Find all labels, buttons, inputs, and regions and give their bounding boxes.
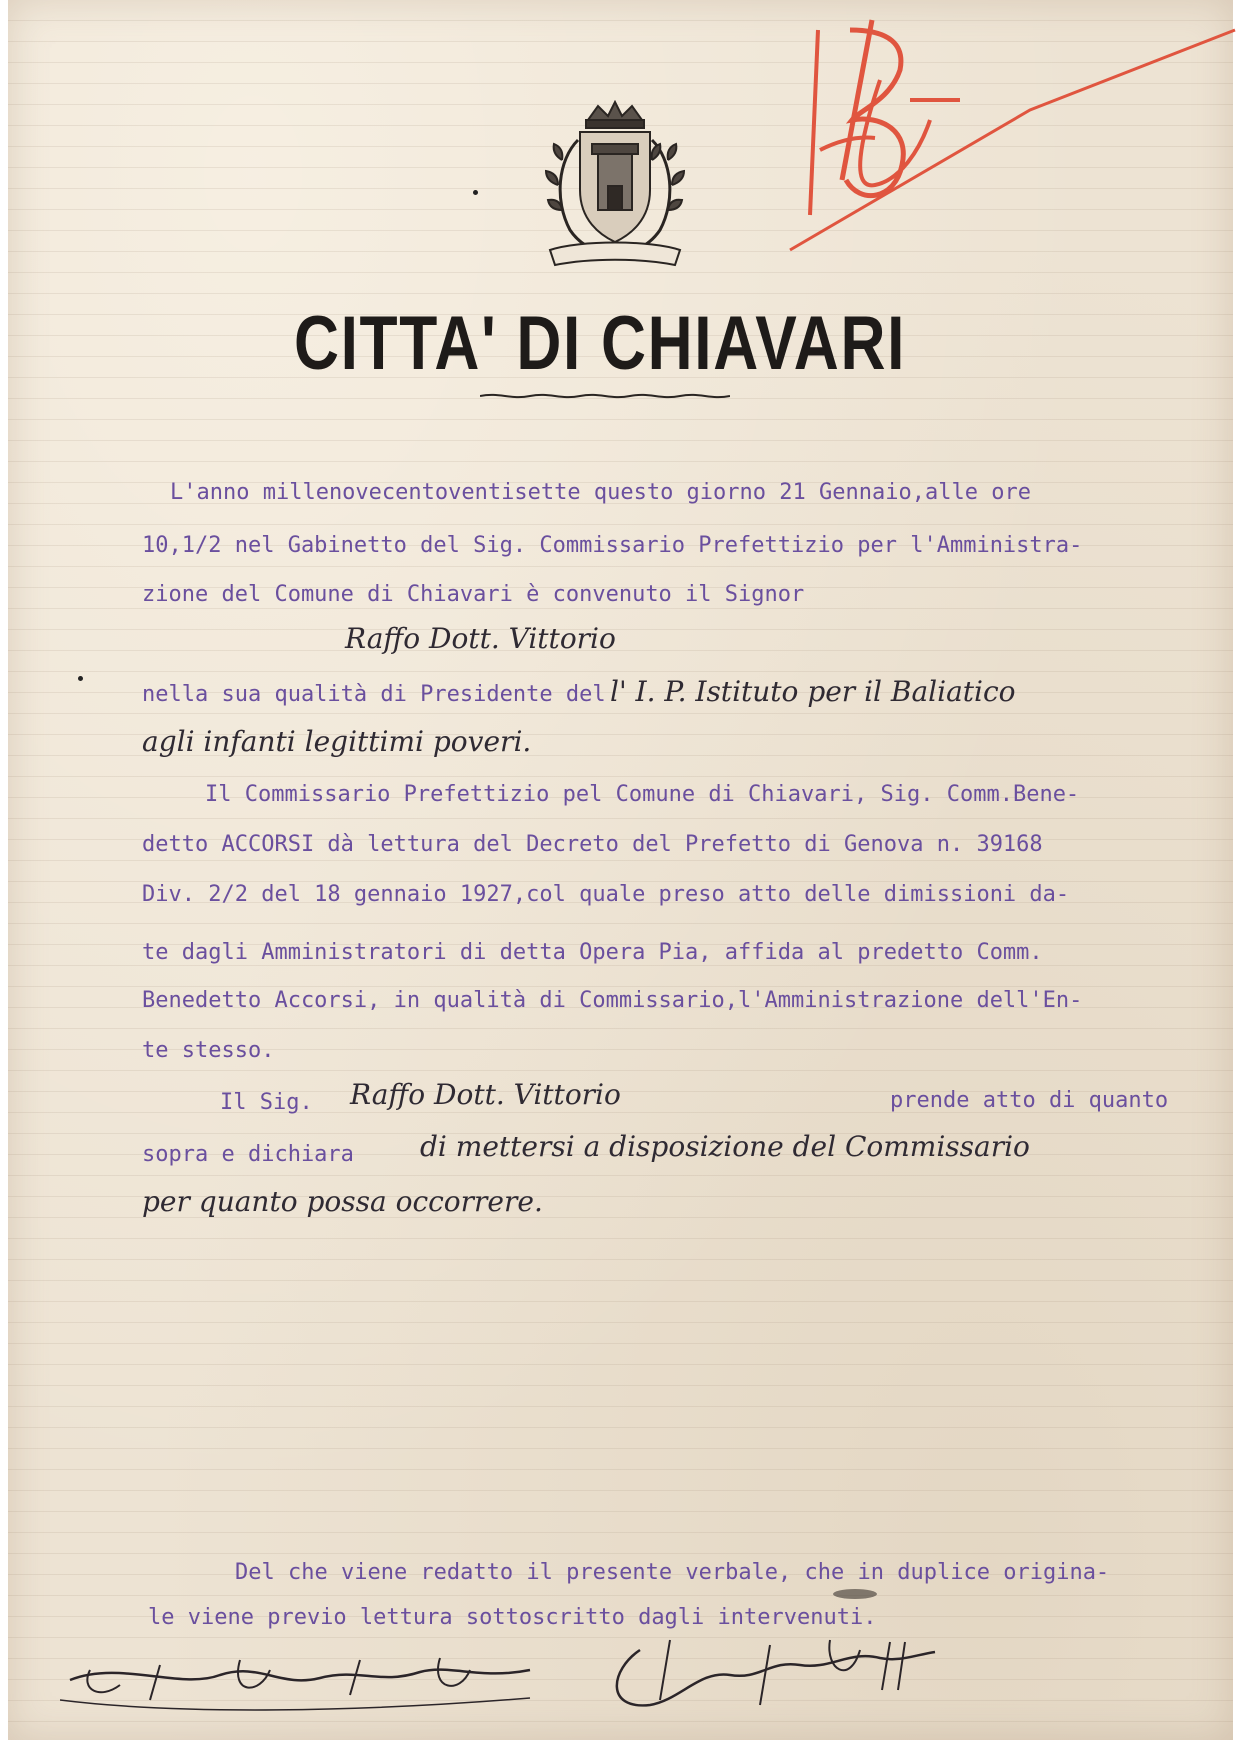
coat-of-arms-emblem: [540, 100, 690, 270]
handwritten-name: Raffo Dott. Vittorio: [350, 1078, 621, 1111]
red-pencil-mark: [780, 0, 1240, 260]
handwritten-role: agli infanti legittimi poveri.: [142, 725, 532, 758]
text-line: te dagli Amministratori di detta Opera Pia, affida al predetto Comm.: [142, 940, 1043, 965]
text-line: Del che viene redatto il presente verbale, che in duplice origina-: [235, 1560, 1110, 1585]
text-line: Il Commissario Prefettizio pel Comune di Chiavari, Sig. Comm.Bene-: [205, 782, 1080, 807]
ink-smudge: [825, 1585, 885, 1603]
ink-dot: [473, 190, 478, 195]
handwritten-declaration: per quanto possa occorrere.: [142, 1185, 543, 1218]
text-line: Benedetto Accorsi, in qualità di Commissario,l'Amministrazione dell'En-: [142, 988, 1083, 1013]
document-title: CITTA' DI CHIAVARI: [293, 301, 907, 386]
text-line: 10,1/2 nel Gabinetto del Sig. Commissario Prefettizio per l'Amministra-: [142, 533, 1083, 558]
handwritten-role: l' I. P. Istituto per il Baliatico: [610, 675, 1016, 708]
text-line: nella sua qualità di Presidente del: [142, 682, 606, 707]
text-line: sopra e dichiara: [142, 1142, 354, 1167]
text-line: prende atto di quanto: [890, 1088, 1169, 1113]
text-line: le viene previo lettura sottoscritto dagli intervenuti.: [148, 1605, 877, 1630]
ink-dot: [78, 676, 83, 681]
text-line: zione del Comune di Chiavari è convenuto il Signor: [142, 582, 805, 607]
text-line: Il Sig.: [220, 1090, 313, 1115]
signature-right: [600, 1630, 940, 1720]
handwritten-name: Raffo Dott. Vittorio: [345, 622, 616, 655]
signature-left: [60, 1640, 540, 1720]
title-underline: [480, 392, 730, 400]
text-line: te stesso.: [142, 1038, 275, 1063]
handwritten-declaration: di mettersi a disposizione del Commissario: [420, 1130, 1030, 1163]
text-line: detto ACCORSI dà lettura del Decreto del Prefetto di Genova n. 39168: [142, 832, 1043, 857]
text-line: Div. 2/2 del 18 gennaio 1927,col quale preso atto delle dimissioni da-: [142, 882, 1070, 907]
text-line: L'anno millenovecentoventisette questo giorno 21 Gennaio,alle ore: [170, 480, 1031, 505]
